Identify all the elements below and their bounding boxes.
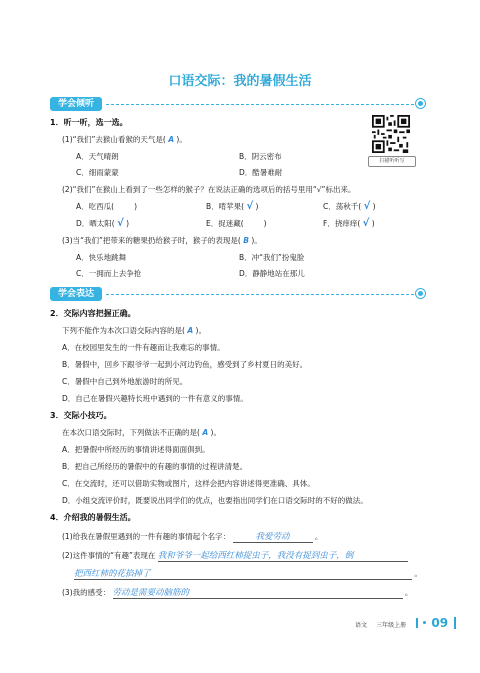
option: C．一拥而上去争抢: [76, 269, 142, 278]
divider: [106, 294, 414, 295]
option: C．暑假中自己到外地旅游时的所见。: [62, 377, 188, 386]
check-mark-icon: √: [246, 201, 254, 212]
q1-sub1-stem: (1)“我们”去猴山看猴的天气是( A )。: [62, 135, 187, 144]
handwritten-answer: 劳动是需要动脑筋的: [113, 586, 403, 599]
option: A．快乐地跳舞: [76, 253, 127, 262]
section-header-listen: [50, 97, 426, 111]
footer-grade: 三年级上册: [376, 622, 407, 629]
footer-subject: 语文: [355, 622, 368, 629]
option: B．冲“我们”扮鬼脸: [239, 253, 305, 262]
answer-mark: A: [202, 428, 209, 437]
option: D．小组交流评价时，既要说出同学们的优点，也要指出同学们在口语交际时的不好的做法。: [62, 496, 368, 505]
check-mark-icon: √: [117, 218, 124, 229]
option: B．阴云密布: [239, 152, 282, 161]
option: D．静静地站在那儿: [239, 269, 305, 278]
q1-sub2-stem: (2)“我们”在猴山上看到了一些怎样的猴子？在说法正确的选项后的括号里用“√”标出来。: [62, 185, 356, 194]
option: A．在校园里发生的一件有趣而让我难忘的事情。: [62, 343, 225, 352]
question-4-heading: 4．介绍我的暑假生活。: [50, 513, 136, 522]
answer-mark: B: [243, 236, 249, 245]
option: C．细雨蒙蒙: [76, 168, 119, 177]
option: B．暑假中，回乡下跟爷爷一起到小河边钓鱼，感受到了乡村夏日的美好。: [62, 360, 308, 369]
page-title: 口语交际：我的暑假生活: [168, 74, 312, 89]
handwritten-answer: 我和爷爷一起给西红柿捉虫子，我没有捉到虫子，倒: [158, 549, 408, 562]
option-check: D．晒太阳( √ ): [76, 218, 130, 229]
divider: [106, 104, 414, 105]
answer-mark: A: [168, 135, 175, 144]
option-check: B．啃苹果( √ ): [206, 201, 259, 212]
option-check: A．吃西瓜( ): [76, 202, 137, 211]
option-check: C．荡秋千( √ ): [323, 201, 376, 212]
section-label: 学会表达: [50, 287, 102, 301]
q4-line-2b: 把西红柿的花掐掉了 。: [74, 569, 422, 579]
qr-caption: 扫描听听写: [368, 156, 416, 167]
section-header-express: [50, 287, 426, 301]
handwritten-answer: 把西红柿的花掐掉了: [74, 567, 412, 580]
q4-line-3: (3)我的感受： 劳动是需要动脑筋的 。: [62, 588, 413, 598]
page-footer: [355, 612, 456, 631]
section-label: 学会倾听: [50, 97, 102, 111]
question-3-heading: 3．交际小技巧。: [50, 411, 112, 420]
q4-line-2: (2)这件事情的“有趣”表现在 我和爷爷一起给西红柿捉虫子，我没有捉到虫子，倒: [62, 549, 408, 562]
option: B．把自己所经历的暑假中的有趣的事情的过程讲清楚。: [62, 462, 248, 471]
check-mark-icon: √: [363, 201, 371, 212]
q3-stem: 在本次口语交际时，下列做法不正确的是( A )。: [62, 428, 221, 437]
circle-dot-icon: [415, 98, 426, 109]
circle-dot-icon: [415, 288, 426, 299]
option: A．天气晴朗: [76, 152, 119, 161]
q4-line-1: (1)给我在暑假里遇到的一件有趣的事情起个名字： 我爱劳动 。: [62, 532, 323, 542]
handwritten-answer: 我爱劳动: [233, 530, 313, 543]
footer-separator: [416, 618, 418, 628]
question-1-heading: 1．听一听，选一选。: [50, 118, 128, 127]
option-check: F．挠痒痒( √ ): [323, 218, 375, 229]
check-mark-icon: √: [362, 218, 370, 229]
footer-dot-icon: [423, 621, 426, 624]
footer-separator: [454, 617, 456, 629]
page-number: 09: [431, 616, 449, 630]
question-2-heading: 2．交际内容把握正确。: [50, 309, 136, 318]
option: D．酷暑难耐: [239, 168, 283, 177]
answer-mark: A: [187, 326, 194, 335]
option: D．自己在暑假兴趣特长班中遇到的一件有意义的事情。: [62, 394, 248, 403]
qr-code-icon: [372, 115, 410, 153]
q1-sub3-stem: (3)当“我们”把带来的糖果扔给猴子时，猴子的表现是( B )。: [62, 236, 262, 245]
q2-stem: 下列不能作为本次口语交际内容的是( A )。: [62, 326, 206, 335]
option: C．在交流时，还可以借助实物或图片，这样会把内容讲述得更准确、具体。: [62, 479, 315, 488]
option: A．把暑假中所经历的事情讲述得面面俱到。: [62, 445, 210, 454]
option-check: E．捉迷藏( ): [206, 219, 267, 228]
